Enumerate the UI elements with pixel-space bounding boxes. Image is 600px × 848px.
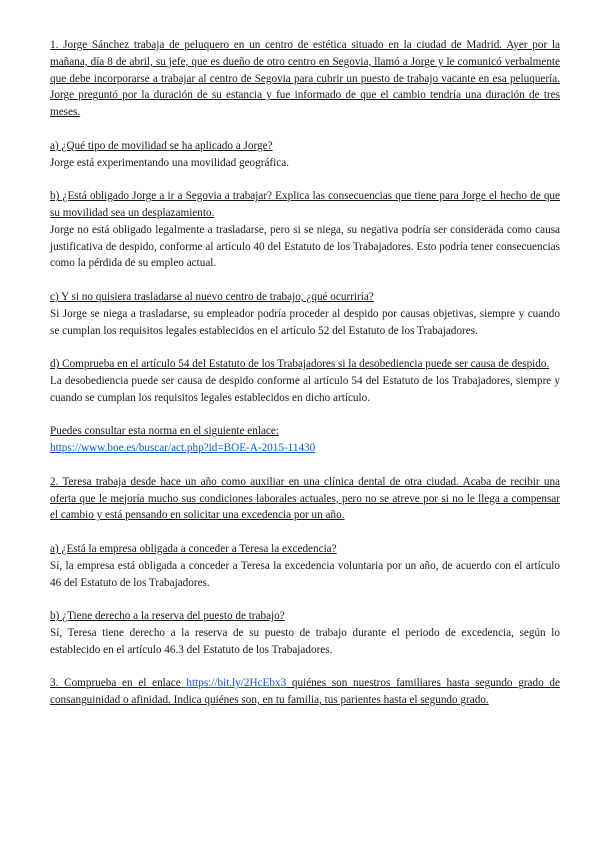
q2-b-answer: Sí, Teresa tiene derecho a la reserva de su puesto de trabajo durante el periodo de excedencia, según lo establecido en el artículo 46.3 del Estatuto de los Trabajadores. (50, 626, 560, 656)
q3-text (50, 675, 560, 709)
q2-a-answer: Sí, la empresa está obligada a conceder a Teresa la excedencia voluntaria por un año, de acuerdo con el artículo 46 del Estatuto de los Trabajadores. (50, 559, 560, 589)
q1-consult-text: Puedes consultar esta norma en el siguiente enlace: (50, 425, 279, 438)
q1-a-question: a) ¿Qué tipo de movilidad se ha aplicado a Jorge? (50, 139, 273, 152)
q1-intro: 1. Jorge Sánchez trabaja de peluquero en un centro de estética situado en la ciudad de Madrid. Ayer por la mañana, día 8 de abril, su jefe, que es dueño de otro centro en Segovia, llamó a Jorge y le comunicó verbalmente que debe incorporarse a trabajar al centro de Segovia para cubrir un puesto de trabajo vacante en esa peluquería. Jorge preguntó por la duración de su estancia y fue informado de que el cambio tendría una duración de tres meses. (50, 39, 560, 119)
q1-c-answer: Si Jorge se niega a trasladarse, su empleador podría proceder al despido por causas objetivas, siempre y cuando se cumplan los requisitos legales establecidos en el artículo 52 del Estatuto de los Trabajadores. (50, 307, 560, 337)
q2-a-question: a) ¿Está la empresa obligada a conceder a Teresa la excedencia? (50, 542, 337, 555)
q1-b-answer: Jorge no está obligado legalmente a trasladarse, pero si se niega, su negativa podría ser considerada como causa justificativa de despido, conforme al artículo 40 del Estatuto de los Trabajadores. Esto podría tener consecuencias como la pérdida de su empleo actual. (50, 223, 560, 270)
q3-text-before: 3. Comprueba en el enlace (50, 677, 181, 690)
bitly-link[interactable]: https://bit.ly/2HcEbx3 (180, 677, 287, 690)
document-body (50, 37, 560, 709)
q1-b-question: b) ¿Está obligado Jorge a ir a Segovia a trabajar? Explica las consecuencias que tiene para Jorge el hecho de que su movilidad sea un desplazamiento. (50, 190, 560, 219)
q1-d-answer: La desobediencia puede ser causa de despido conforme al artículo 54 del Estatuto de los Trabajadores, siempre y cuando se cumplan los requisitos legales establecidos en dicho artículo. (50, 374, 560, 404)
q3-text-after: quiénes son nuestros familiares hasta segundo grado de consanguinidad o afinidad. Indica quiénes son, en tu familia, tus parientes hasta el segundo grado. (50, 677, 560, 707)
q1-a-answer: Jorge está experimentando una movilidad geográfica. (50, 156, 289, 169)
q2-b-question: b) ¿Tiene derecho a la reserva del puesto de trabajo? (50, 610, 285, 623)
boe-link[interactable]: https://www.boe.es/buscar/act.php?id=BOE-A-2015-11430 (50, 442, 316, 455)
q1-d-question: d) Comprueba en el artículo 54 del Estatuto de los Trabajadores si la desobediencia puede ser causa de despido. (50, 358, 550, 371)
q1-c-question: c) Y si no quisiera trasladarse al nuevo centro de trabajo, ¿qué ocurriría? (50, 290, 374, 303)
q2-intro: 2. Teresa trabaja desde hace un año como auxiliar en una clínica dental de otra ciudad. Acaba de recibir una oferta que le mejoría mucho sus condiciones laborales actuales, pero no se atreve por si no le llega a compensar el cambio y está pensando en solicitar una excedencia por un año. (50, 475, 560, 522)
